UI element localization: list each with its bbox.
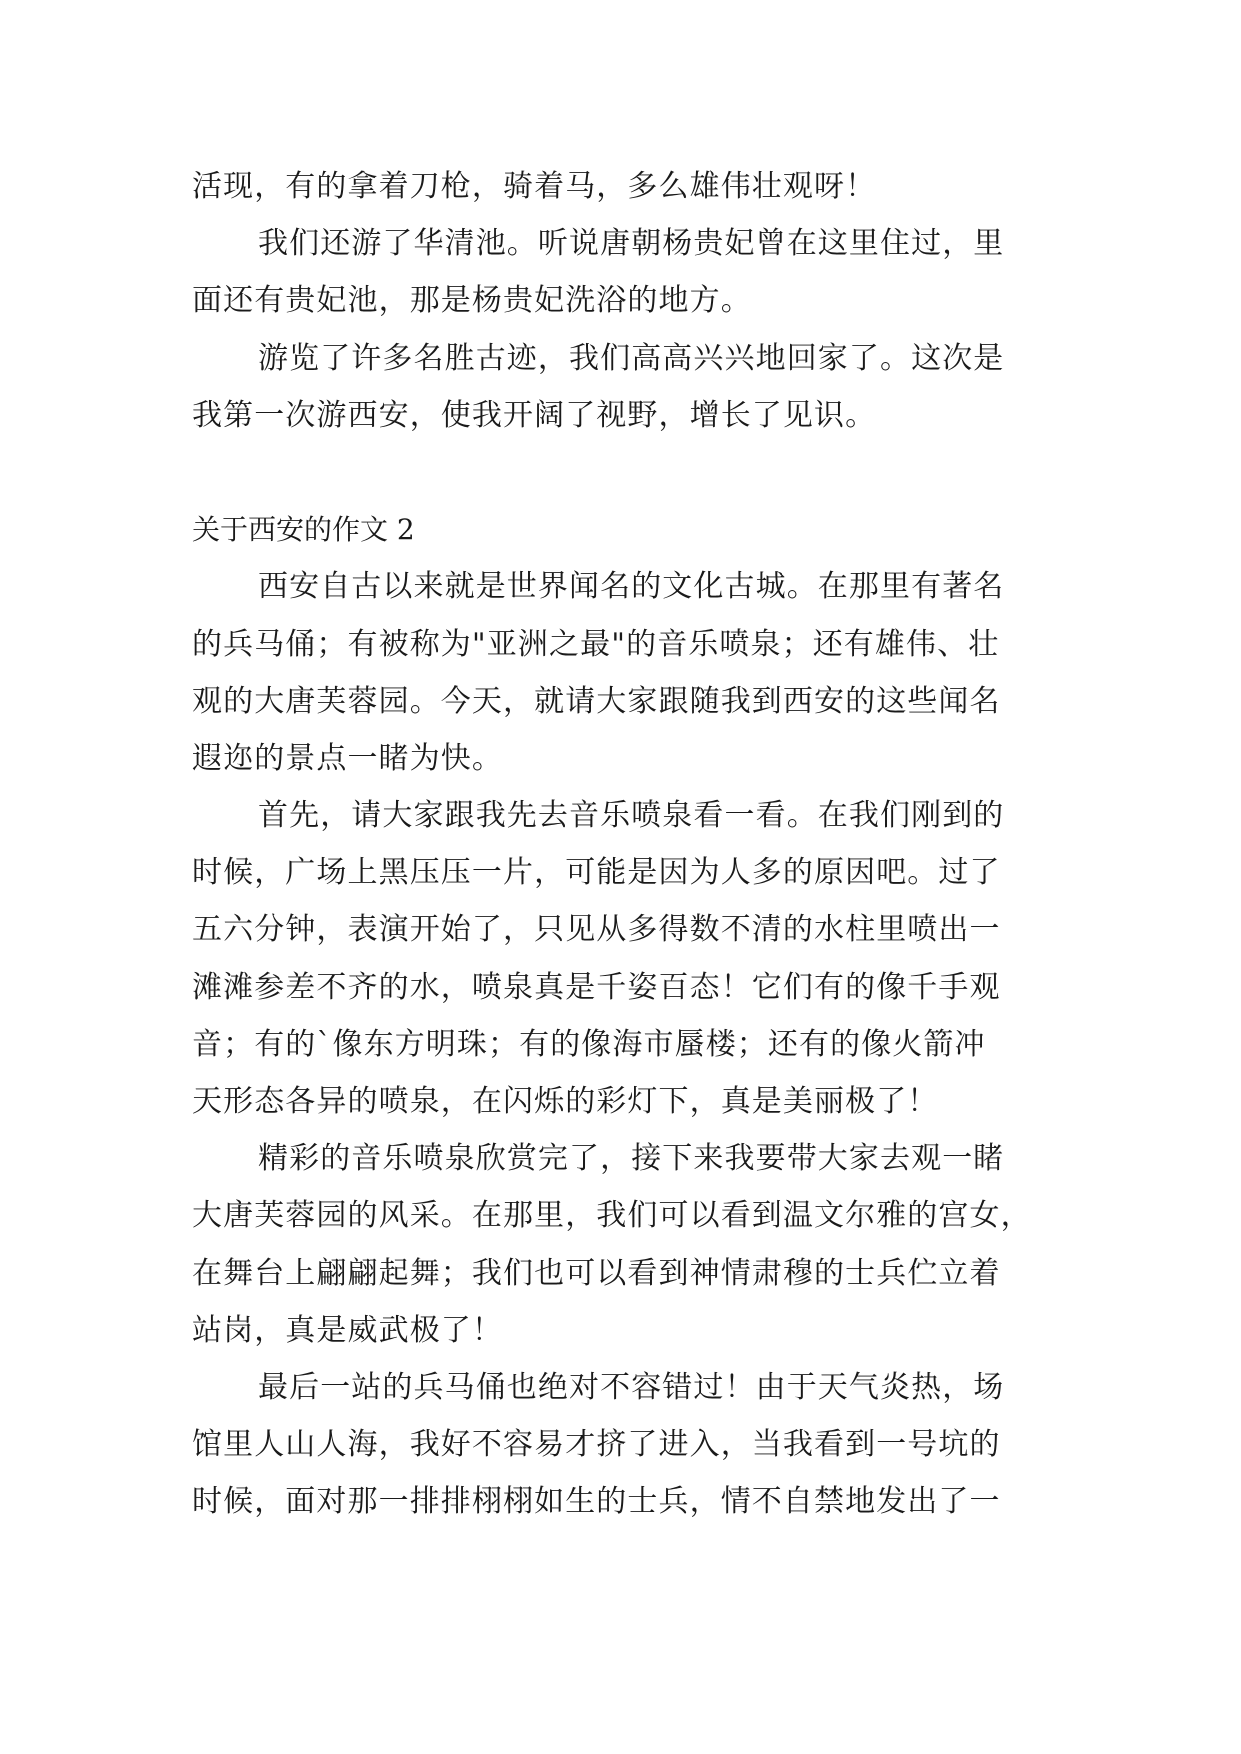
paragraph-line: 首先，请大家跟我先去音乐喷泉看一看。在我们刚到的	[258, 798, 1005, 834]
paragraph-line: 音；有的`像东方明珠；有的像海市蜃楼；还有的像火箭冲	[192, 1026, 986, 1062]
paragraph-line: 活现，有的拿着刀枪，骑着马，多么雄伟壮观呀！	[192, 169, 877, 204]
paragraph-line: 天形态各异的喷泉，在闪烁的彩灯下，真是美丽极了！	[192, 1084, 939, 1119]
paragraph-line: 时候，广场上黑压压一片，可能是因为人多的原因吧。过了	[192, 855, 1001, 891]
paragraph-line: 滩滩参差不齐的水，喷泉真是千姿百态！它们有的像千手观	[192, 969, 1001, 1005]
paragraph-line: 的兵马俑；有被称为"亚洲之最"的音乐喷泉；还有雄伟、壮	[192, 626, 1000, 662]
paragraph-line: 五六分钟，表演开始了，只见从多得数不清的水柱里喷出一	[192, 912, 1001, 948]
paragraph-line: 面还有贵妃池，那是杨贵妃洗浴的地方。	[192, 283, 752, 319]
paragraph-line: 站岗，真是威武极了！	[192, 1312, 503, 1348]
paragraph-line: 观的大唐芙蓉园。今天，就请大家跟随我到西安的这些闻名	[192, 683, 1001, 719]
section-gap	[192, 444, 1052, 501]
paragraph-line: 时候，面对那一排排栩栩如生的士兵，情不自禁地发出了一	[192, 1484, 1001, 1520]
paragraph-line: 最后一站的兵马俑也绝对不容错过！由于天气炎热，场	[258, 1369, 1005, 1405]
paragraph-line: 遐迩的景点一睹为快。	[192, 740, 503, 776]
document-body	[192, 158, 1052, 1531]
paragraph-line: 大唐芙蓉园的风采。在那里，我们可以看到温文尔雅的宫女，	[192, 1198, 1032, 1234]
paragraph-line: 我第一次游西安，使我开阔了视野，增长了见识。	[192, 397, 877, 433]
paragraph-line: 在舞台上翩翩起舞；我们也可以看到神情肃穆的士兵伫立着	[192, 1255, 1001, 1291]
paragraph-line: 西安自古以来就是世界闻名的文化古城。在那里有著名	[258, 569, 1005, 605]
paragraph-line: 我们还游了华清池。听说唐朝杨贵妃曾在这里住过，里	[258, 226, 1005, 262]
paragraph-line: 游览了许多名胜古迹，我们高高兴兴地回家了。这次是	[258, 340, 1005, 376]
paragraph-line: 精彩的音乐喷泉欣赏完了，接下来我要带大家去观一睹	[258, 1141, 1005, 1177]
paragraph-line: 馆里人山人海，我好不容易才挤了进入，当我看到一号坑的	[192, 1427, 1001, 1463]
section-heading: 关于西安的作文 2	[192, 513, 415, 547]
